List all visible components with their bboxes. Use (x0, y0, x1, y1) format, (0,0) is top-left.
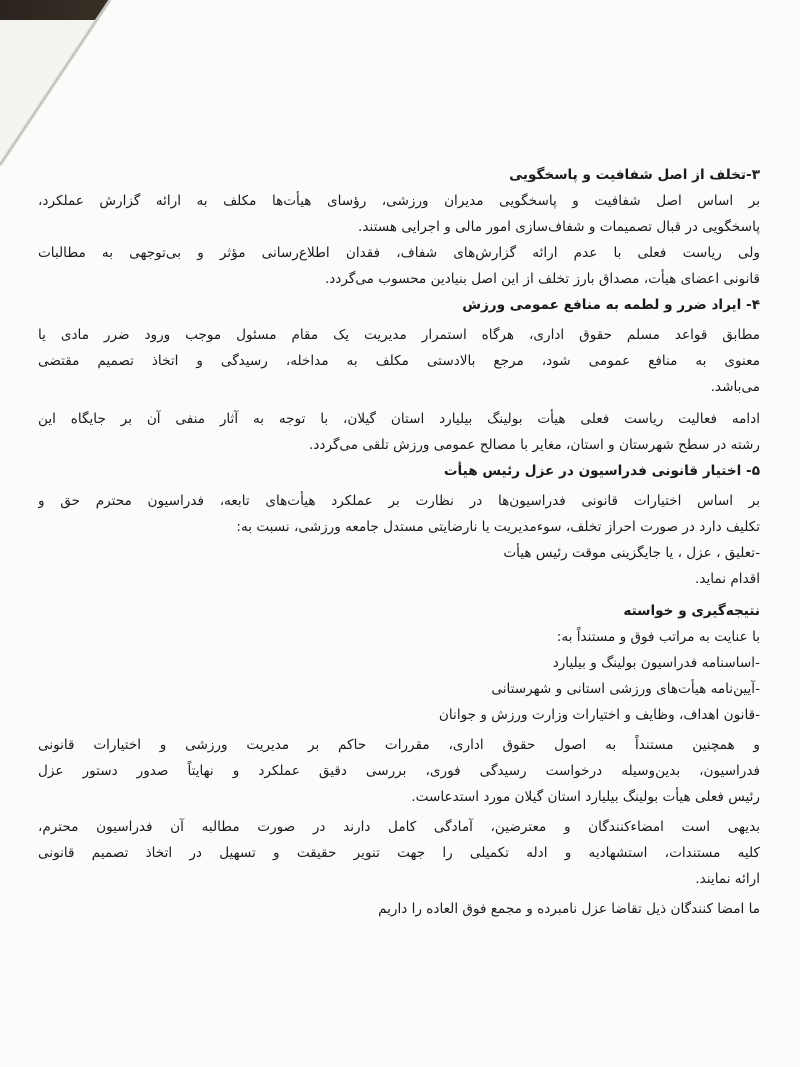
text-line: مطابق قواعد مسلم حقوق اداری، هرگاه استمرار مدیریت یک مقام مسئول موجب ورود ضرر مادی یا (38, 327, 760, 343)
section-heading-4: ۴- ایراد ضرر و لطمه به منافع عمومی ورزش (462, 297, 760, 313)
closing-request-line: ما امضا کنندگان ذیل تقاضا عزل نامبرده و مجمع فوق العاده را داریم (378, 901, 760, 917)
text-line: بر اساس اختیارات قانونی فدراسیون‌ها در نظارت بر عملکرد هیأت‌های تابعه، فدراسیون محترم حق و (38, 493, 760, 509)
text-line: و همچنین مستنداً به اصول حقوق اداری، مقررات حاکم بر مدیریت ورزشی و اختیارات قانونی (38, 737, 760, 753)
text-line: می‌باشد. (710, 379, 760, 395)
text-line: تکلیف دارد در صورت احراز تخلف، سوءمدیریت یا نارضایتی مستدل جامعه ورزشی، نسبت به: (236, 519, 760, 535)
document-body (38, 162, 760, 922)
text-line: ارائه نمایند. (695, 871, 760, 887)
list-item: -آیین‌نامه هیأت‌های ورزشی استانی و شهرستانی (491, 681, 760, 697)
text-line: بدیهی است امضاءکنندگان و معترضین، آمادگی کامل دارند در صورت مطالبه آن فدراسیون محترم، (38, 819, 760, 835)
text-line: ادامه فعالیت ریاست فعلی هیأت بولینگ بیلیارد استان گیلان، با توجه به آثار منفی آن بر جایگاه این (38, 411, 760, 427)
text-line: قانونی اعضای هیأت، مصداق بارز تخلف از این اصل بنیادین محسوب می‌گردد. (324, 271, 760, 287)
conclusion-heading: نتیجه‌گیری و خواسته (623, 603, 760, 619)
text-line: معنوی به منافع عمومی شود، مرجع بالادستی مکلف به مداخله، رسیدگی و اتخاذ تصمیم مقتضی (38, 353, 760, 369)
list-item: -تعلیق ، عزل ، یا جایگزینی موقت رئیس هیأت (503, 545, 760, 561)
text-line: رشته در سطح شهرستان و استان، مغایر با مصالح عمومی ورزش تلقی می‌گردد. (309, 437, 760, 453)
text-line: اقدام نماید. (695, 571, 760, 587)
text-line: با عنایت به مراتب فوق و مستنداً به: (556, 629, 760, 645)
section-heading-3: ۳-تخلف از اصل شفافیت و پاسخگویی (509, 167, 760, 183)
section-heading-5: ۵- اختیار قانونی فدراسیون در عزل رئیس هیأت (443, 463, 760, 479)
list-item: -اساسنامه فدراسیون بولینگ و بیلیارد (552, 655, 760, 671)
text-line: فدراسیون، بدین‌وسیله درخواست رسیدگی فوری، بررسی دقیق عملکرد و نهایتاً صدور دستور عزل (38, 763, 760, 779)
text-line: کلیه مستندات، استشهادیه و ادله تکمیلی را جهت تنویر حقیقت و تسهیل در اتخاذ تصمیم قانونی (38, 845, 760, 861)
text-line: ولی ریاست فعلی با عدم ارائه گزارش‌های شفاف، فقدان اطلاع‌رسانی مؤثر و بی‌توجهی به مطالبات (38, 245, 760, 261)
text-line: رئیس فعلی هیأت بولینگ بیلیارد استان گیلان مورد استدعاست. (411, 789, 760, 805)
text-line: بر اساس اصل شفافیت و پاسخگویی مدیران ورزشی، رؤسای هیأت‌ها مکلف به ارائه گزارش عملکرد، (38, 193, 760, 209)
list-item: -قانون اهداف، وظایف و اختیارات وزارت ورزش و جوانان (438, 707, 760, 723)
text-line: پاسخگویی در قبال تصمیمات و شفاف‌سازی امور مالی و اجرایی هستند. (358, 219, 760, 235)
